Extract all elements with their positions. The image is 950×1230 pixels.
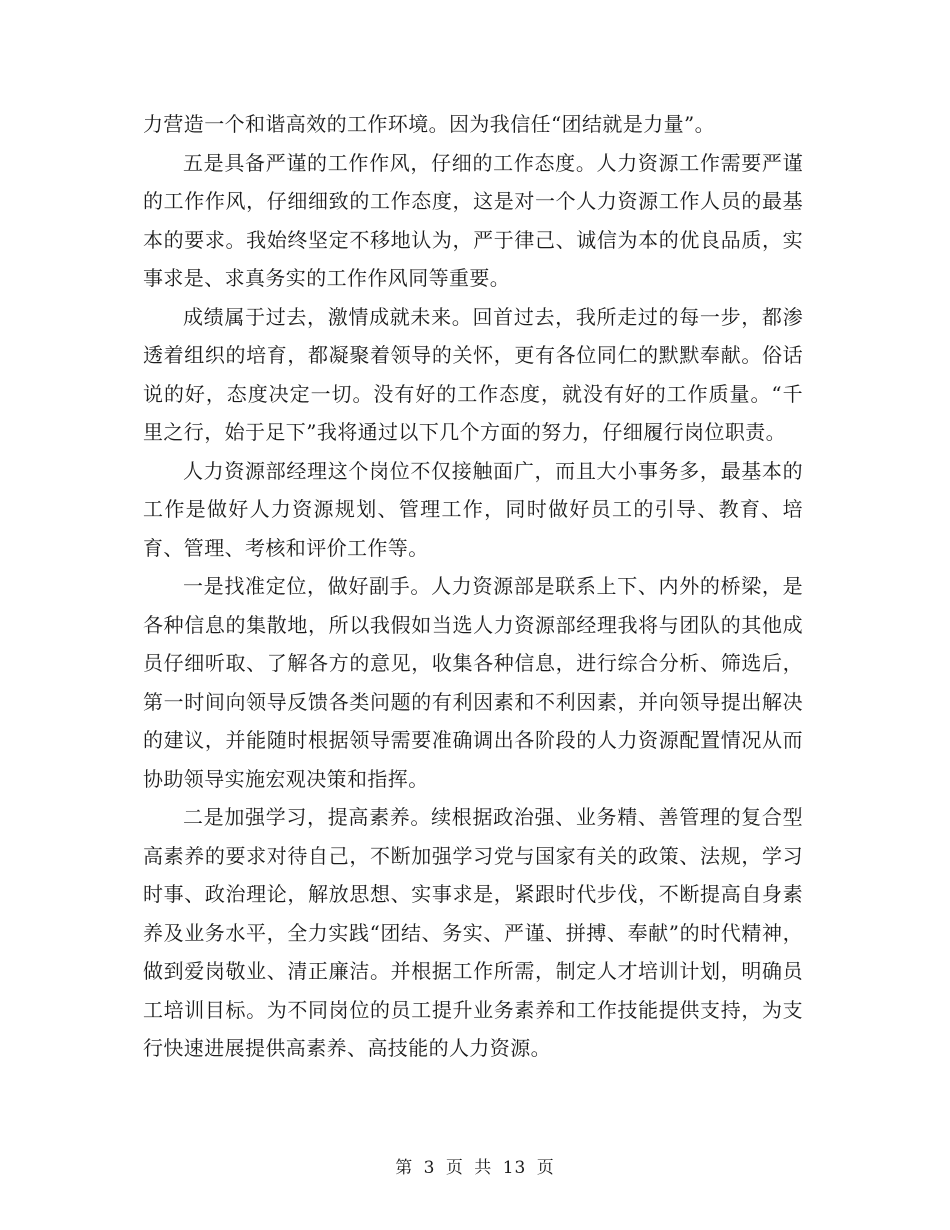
- paragraph-point-two: 二是加强学习，提高素养。续根据政治强、业务精、善管理的复合型高素养的要求对待自己，不断加强学习党与国家有关的政策、法规，学习时事、政治理论，解放思想、实事求是，紧跟时代步伐，不断提高自身素养及业务水平，全力实践“团结、务实、严谨、拼搏、奉献”的时代精神，做到爱岗敬业、清正廉洁。并根据工作所需，制定人才培训计划，明确员工培训目标。为不同岗位的员工提升业务素养和工作技能提供支持，为支行快速进展提供高素养、高技能的人力资源。: [143, 805, 803, 1060]
- paragraph-point-one: 一是找准定位，做好副手。人力资源部是联系上下、内外的桥梁，是各种信息的集散地，所以我假如当选人力资源部经理我将与团队的其他成员仔细听取、了解各方的意见，收集各种信息，进行综合分析、筛选后，第一时间向领导反馈各类问题的有利因素和不利因素，并向领导提出解决的建议，并能随时根据领导需要准确调出各阶段的人力资源配置情况从而协助领导实施宏观决策和指挥。: [143, 574, 803, 791]
- paragraph-continuation: 力营造一个和谐高效的工作环境。因为我信任“团结就是力量”。: [143, 112, 716, 136]
- paragraph-role-overview: 人力资源部经理这个岗位不仅接触面广，而且大小事务多，最基本的工作是做好人力资源规划、管理工作，同时做好员工的引导、教育、培育、管理、考核和评价工作等。: [143, 458, 803, 560]
- paragraph-work-style: 五是具备严谨的工作作风，仔细的工作态度。人力资源工作需要严谨的工作作风，仔细细致的工作态度，这是对一个人力资源工作人员的最基本的要求。我始终坚定不移地认为，严于律己、诚信为本的优良品质，实事求是、求真务实的工作作风同等重要。: [143, 150, 803, 290]
- paragraph-past-achievements: 成绩属于过去，激情成就未来。回首过去，我所走过的每一步，都渗透着组织的培育，都凝聚着领导的关怀，更有各位同仁的默默奉献。俗话说的好，态度决定一切。没有好的工作态度，就没有好的工作质量。“千里之行，始于足下”我将通过以下几个方面的努力，仔细履行岗位职责。: [143, 304, 803, 444]
- document-body: [143, 105, 803, 1068]
- page-number-footer: 第 3 页 共 13 页: [395, 1158, 555, 1178]
